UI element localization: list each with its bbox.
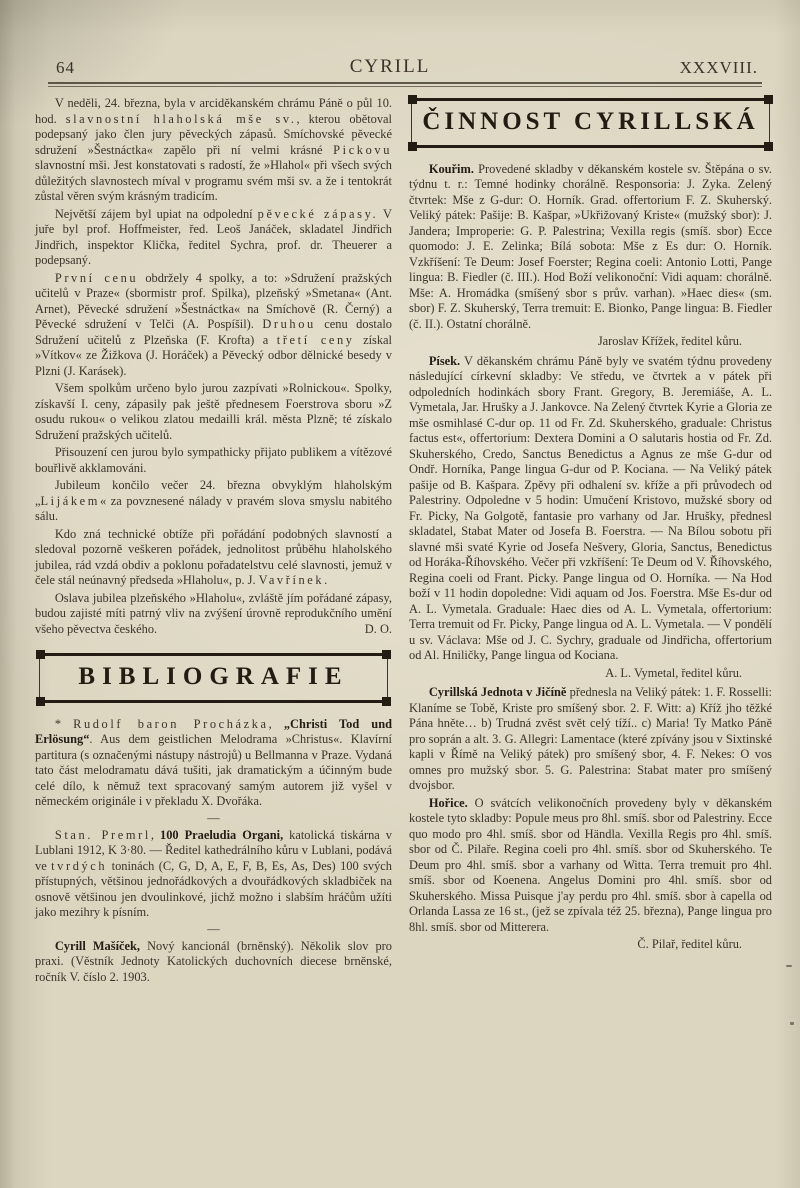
corner-square-ornament: [764, 95, 773, 104]
scan-speck: [786, 965, 792, 967]
paragraph-jubileum: Jubileum končilo večer 24. března obvyklým hlaholským „Lijákem« za povznesené nálady v pravém slova smyslu nabitého sálu.: [35, 478, 392, 523]
scan-speck: [790, 1022, 794, 1025]
corner-square-ornament: [382, 697, 391, 706]
paragraph-conclusion: Oslava jubilea plzeňského »Hlaholu«, zvláště jím pořádané zápasy, budou zajisté míti patrný vliv na zvýšení úrovně reprodukčního umění všeho pěvectva českého. D. O.: [35, 590, 392, 636]
paragraph-acclamation: Přisouzení cen jurou bylo sympathicky přijato publikem a vítězové bouřlivě akklamováni.: [35, 445, 392, 475]
paragraph-organizers: Kdo zná technické obtíže při pořádání podobných slavností a sledoval pozorně veškeren pořádek, jednolitost průběhu hlaholského jubilea, rád vzdá obdiv a poklonu pořadatelstvu celé slavnosti, jemuž v čele stál neúnavný předseda »Hlaholu«, p. J. Vavřínek.: [35, 526, 392, 587]
corner-square-ornament: [764, 142, 773, 151]
signature-pilar: Č. Pilař, ředitel kůru.: [637, 937, 742, 951]
cinnost-header-box: [411, 98, 770, 148]
bibliografie-header-box: [39, 653, 388, 703]
entry-masicek: Cyrill Mašíček, Nový kancionál (brněnský). Několik slov pro praxi. (Věstník Jednoty Katolických duchovních diecese brněnské, ročník V. číslo 2. 1903.: [35, 938, 392, 984]
bibliografie-entries: [35, 717, 392, 986]
paragraph-prizes: První cenu obdržely 4 spolky, a to: »Sdružení pražských učitelů v Praze« (sbormistr prof. Spilka), plzeňský »Smetana« (Ant. Arnet), Pěvecké sdružení »Šestnáctka« na Smíchově (R. Černý) a Pěvecké sdružení v Telči (A. Pospíšil). Druhou cenu dostalo Sdružení učitelů z Plzeňska (F. Krofta) a třetí ceny získal »Vítkov« ze Žižkova (J. Horáček) a Pěvecký odbor dělnické besedy v Plzni (J. Karásek).: [35, 270, 392, 378]
cinnost-title: ČINNOST CYRILLSKÁ: [422, 108, 759, 135]
page-number: 64: [56, 58, 75, 77]
entry-prochazka: * Rudolf baron Procházka, „Christi Tod und Erlösung“. Aus dem geistlichen Melodrama »Christus«. Klavírní partitura (s označenými nástupy nástrojů) u Bellmanna v Praze. Vydaná tato část melodramatu dává tušiti, jak dramatickým a účinným bude celé dílo, k němuž text spracovaný samým autorem již vyšel v německém originále i v překladu X. Dvořáka.: [35, 716, 392, 808]
paragraph-mass-report: V neděli, 24. března, byla v arciděkanském chrámu Páně o půl 10. hod. slavnostní hlaholská mše sv., kterou obětoval podepsaný jako člen jury pěveckých zápasů. Smíchovské pěvecké sdružení »Šestnáctka« zapělo při ní velmi krásné Pickovu slavnostní mši. Jest konstatovati s radostí, že »Hlahol« při všech svých důležitých slavnostech míval v programu svém mši sv. a že i tentokrát zůstal věren svým krásným tradicím.: [35, 96, 392, 203]
festival-report-section: [35, 96, 392, 637]
corner-square-ornament: [36, 697, 45, 706]
corner-square-ornament: [408, 95, 417, 104]
signature-vymetal: A. L. Vymetal, ředitel kůru.: [605, 665, 742, 680]
bibliografie-title: BIBLIOGRAFIE: [78, 663, 349, 690]
signature-krizek: Jaroslav Křížek, ředitel kůru.: [597, 334, 742, 348]
journal-title: CYRILL: [349, 56, 431, 77]
report-kourim: Kouřim. Provedené skladby v děkanském kostele sv. Štěpána o sv. týdnu t. r.: Temné hodinky chorálně. Responsoria: J. Zyka. Zelený čtvrtek: Mše z G-dur: O. Horník. Grad. offertorium F. Z. Skuherský. Veliký pátek: Pašije: B. Kašpar, »Ukřižovaný Kriste« (mužský sbor): J. Jandera; Improperie: G. P. Palestrina; Vexilla regis (smíš. sbor) Ecce quomodo: J. E. Zelinka; Bílá sobota: Mše z Es dur: O. Horník. Vzkříšení: Te Deum: Josef Foerster; Regina coeli: Antonio Lotti, Pange lingua: B. Fiedler (č. III.). Hod Boží velikonoční: Vidi aquam: chorálně. Mše: A. Hromádka (smíšený sbor s prův. varhan). »Haec dies« (sm. sbor) F. Z. Skuherský, Terra tremuit: E. Bionko, Pange lingua: B. Fiedler (č. II.). Ostatní chorálně.: [409, 161, 772, 331]
paragraph-jury: Největší zájem byl upiat na odpolední pěvecké zápasy. V juře byl prof. Hoffmeister, řed. Leoš Janáček, skladatel Jindřich Jindřich, inspektor Klička, ředitel Sychra, prof. dr. Theuerer a podepsaný.: [35, 206, 393, 267]
masthead: [0, 52, 800, 78]
left-column: [35, 96, 392, 987]
corner-square-ornament: [36, 650, 45, 659]
corner-square-ornament: [382, 650, 391, 659]
report-horice: Hořice. O svátcích velikonočních provedeny byly v děkanském kostele tyto skladby: Popule meus pro 8hl. smíš. sbor od Palestriny. Ecce quo modo pro 4hl. smíš. sbor od Händla. Vexilla Regis pro 4hl. smíš. sbor od Č. Pilaře. Regina coeli pro 4hl. smíš. sbor od Skuherského. Te Deum pro 4hl. smíš. sbor a varhany od Witta. Terra tremuit pro 4hl. smíš. sbor od Koenena. Angelus Domini pro 4hl. smíš. sbor od Skuherského. Missa Puisque j'ay perdu pro 4hl. smíš. sbor à capella od Orlanda Lassa ze 16 st., (jež se zpívala též 25. března), Pange lingua pro 8hl. smíš. sbor od Mitterera.: [409, 795, 772, 934]
paragraph-rolnicka: Všem spolkům určeno bylo jurou zazpívati »Rolnickou«. Spolky, získavší I. ceny, zápasily pak ještě přednesem Foerstrova sboru »Z osudu rukou« o velikou zlatou medailli král. města Plzně; té získalo Sdružení pražských učitelů.: [35, 381, 392, 442]
divider-dash: —: [207, 810, 220, 825]
cinnost-reports: [409, 162, 772, 953]
volume-number: XXXVIII.: [679, 58, 758, 77]
entry-premrl: Stan. Premrl, 100 Praeludia Organi, katolická tiskárna v Lublani 1912, K 3·80. — Ředitel kathedrálního kůru v Lublani, podává ve tvrdých toninách (C, G, D, A, E, F, B, Es, As, Des) 100 svých přístupných, většinou jednořádkových a dvouřádkových skladbiček na osnově většinou jen dvoulinkové, jichž možno i slabším hráčům užíti jako mezihry k písním.: [35, 827, 393, 919]
report-jicin: Cyrillská Jednota v Jičíně přednesla na Veliký pátek: 1. F. Rosselli: Klaníme se Tobě, Kriste pro smíšený sbor. 2. F. Witt: a) Kříž jho těžké Pána hněte… b) Trudná zvěst svět celý tíží.. c) Maria! Ty Matko Páně pro soprán a alt. 3. G. Allegri: Lamentace (které zpívány jsou v Sixtinské kapli v Římě na Veliký pátek) pro smíšený sbor, 4. F. Nekes: O vos omnes pro mužský sbor. 5. G. Palestrina: Stabat mater pro smíšený dvojsbor.: [409, 685, 772, 792]
divider-dash: —: [207, 921, 220, 936]
report-pisek: Písek. V děkanském chrámu Páně byly ve svatém týdnu provedeny následující církevní skladby: Ve středu, ve čtvrtek a v pátek při odpoledních hodinkách sbory Frant. Gregory, B. Jeremiáše, A. L. Vymetala, Jar. Hrušky a J. Jankovce. Na Zelený čtvrtek Kyrie a Gloria ze mše osmihlasé C-dur op. 11 od Fr. Zd. Skuherského, graduale: Christus factus est«, offertorium: Dextera Domini a O salutaris hostia od Fr. Zd. Skuherského, Credo, Sanctus Benedictus a Agnus ze mše G-dur od Ondř. Horníka, Pange lingua G-dur od P. Kociana. — Na Veliký pátek pašije od B. Kašpara. Zpěvy při odhalení sv. kříže a při průvodech od Palestriny. Odpoledne v 5 hodin: Umučení Kristovo, mužské sbory od Fr. Picky, Na Golgotě, fantasie pro varhany od Jar. Hrušky, přednesl skladatel, Stabat Mater od Josefa B. Foerstra. — Na Bílou sobotu při slavné mši svaté Kyrie od Josefa Nešvery, Gloria, Sanctus, Benedictus od Horáka-Říhovského. Večer při vzkříšení: Te Deum od V. Říhovského, Regina coeli od Frant. Picky. Pange lingua od O. Horníka. — Na Hod boží v 11 hodin dopoledne: Vidi aquam od Jos. Foerstra. Mše Es-dur od A. L. Vymetala. Graduale: Haec dies od A. L. Vymetala, offertorium: Terra tremuit od Fr. Picky, Pange lingua od A. L. Vymetala. — V pondělí u sv. Václava: Mše od J. C. Sychry, graduale od Jindřicha, offertorium od Al. Hniličky, Pange lingua od Kociana.: [409, 353, 772, 662]
right-column: [409, 96, 772, 987]
two-column-layout: [0, 87, 800, 987]
corner-square-ornament: [408, 142, 417, 151]
